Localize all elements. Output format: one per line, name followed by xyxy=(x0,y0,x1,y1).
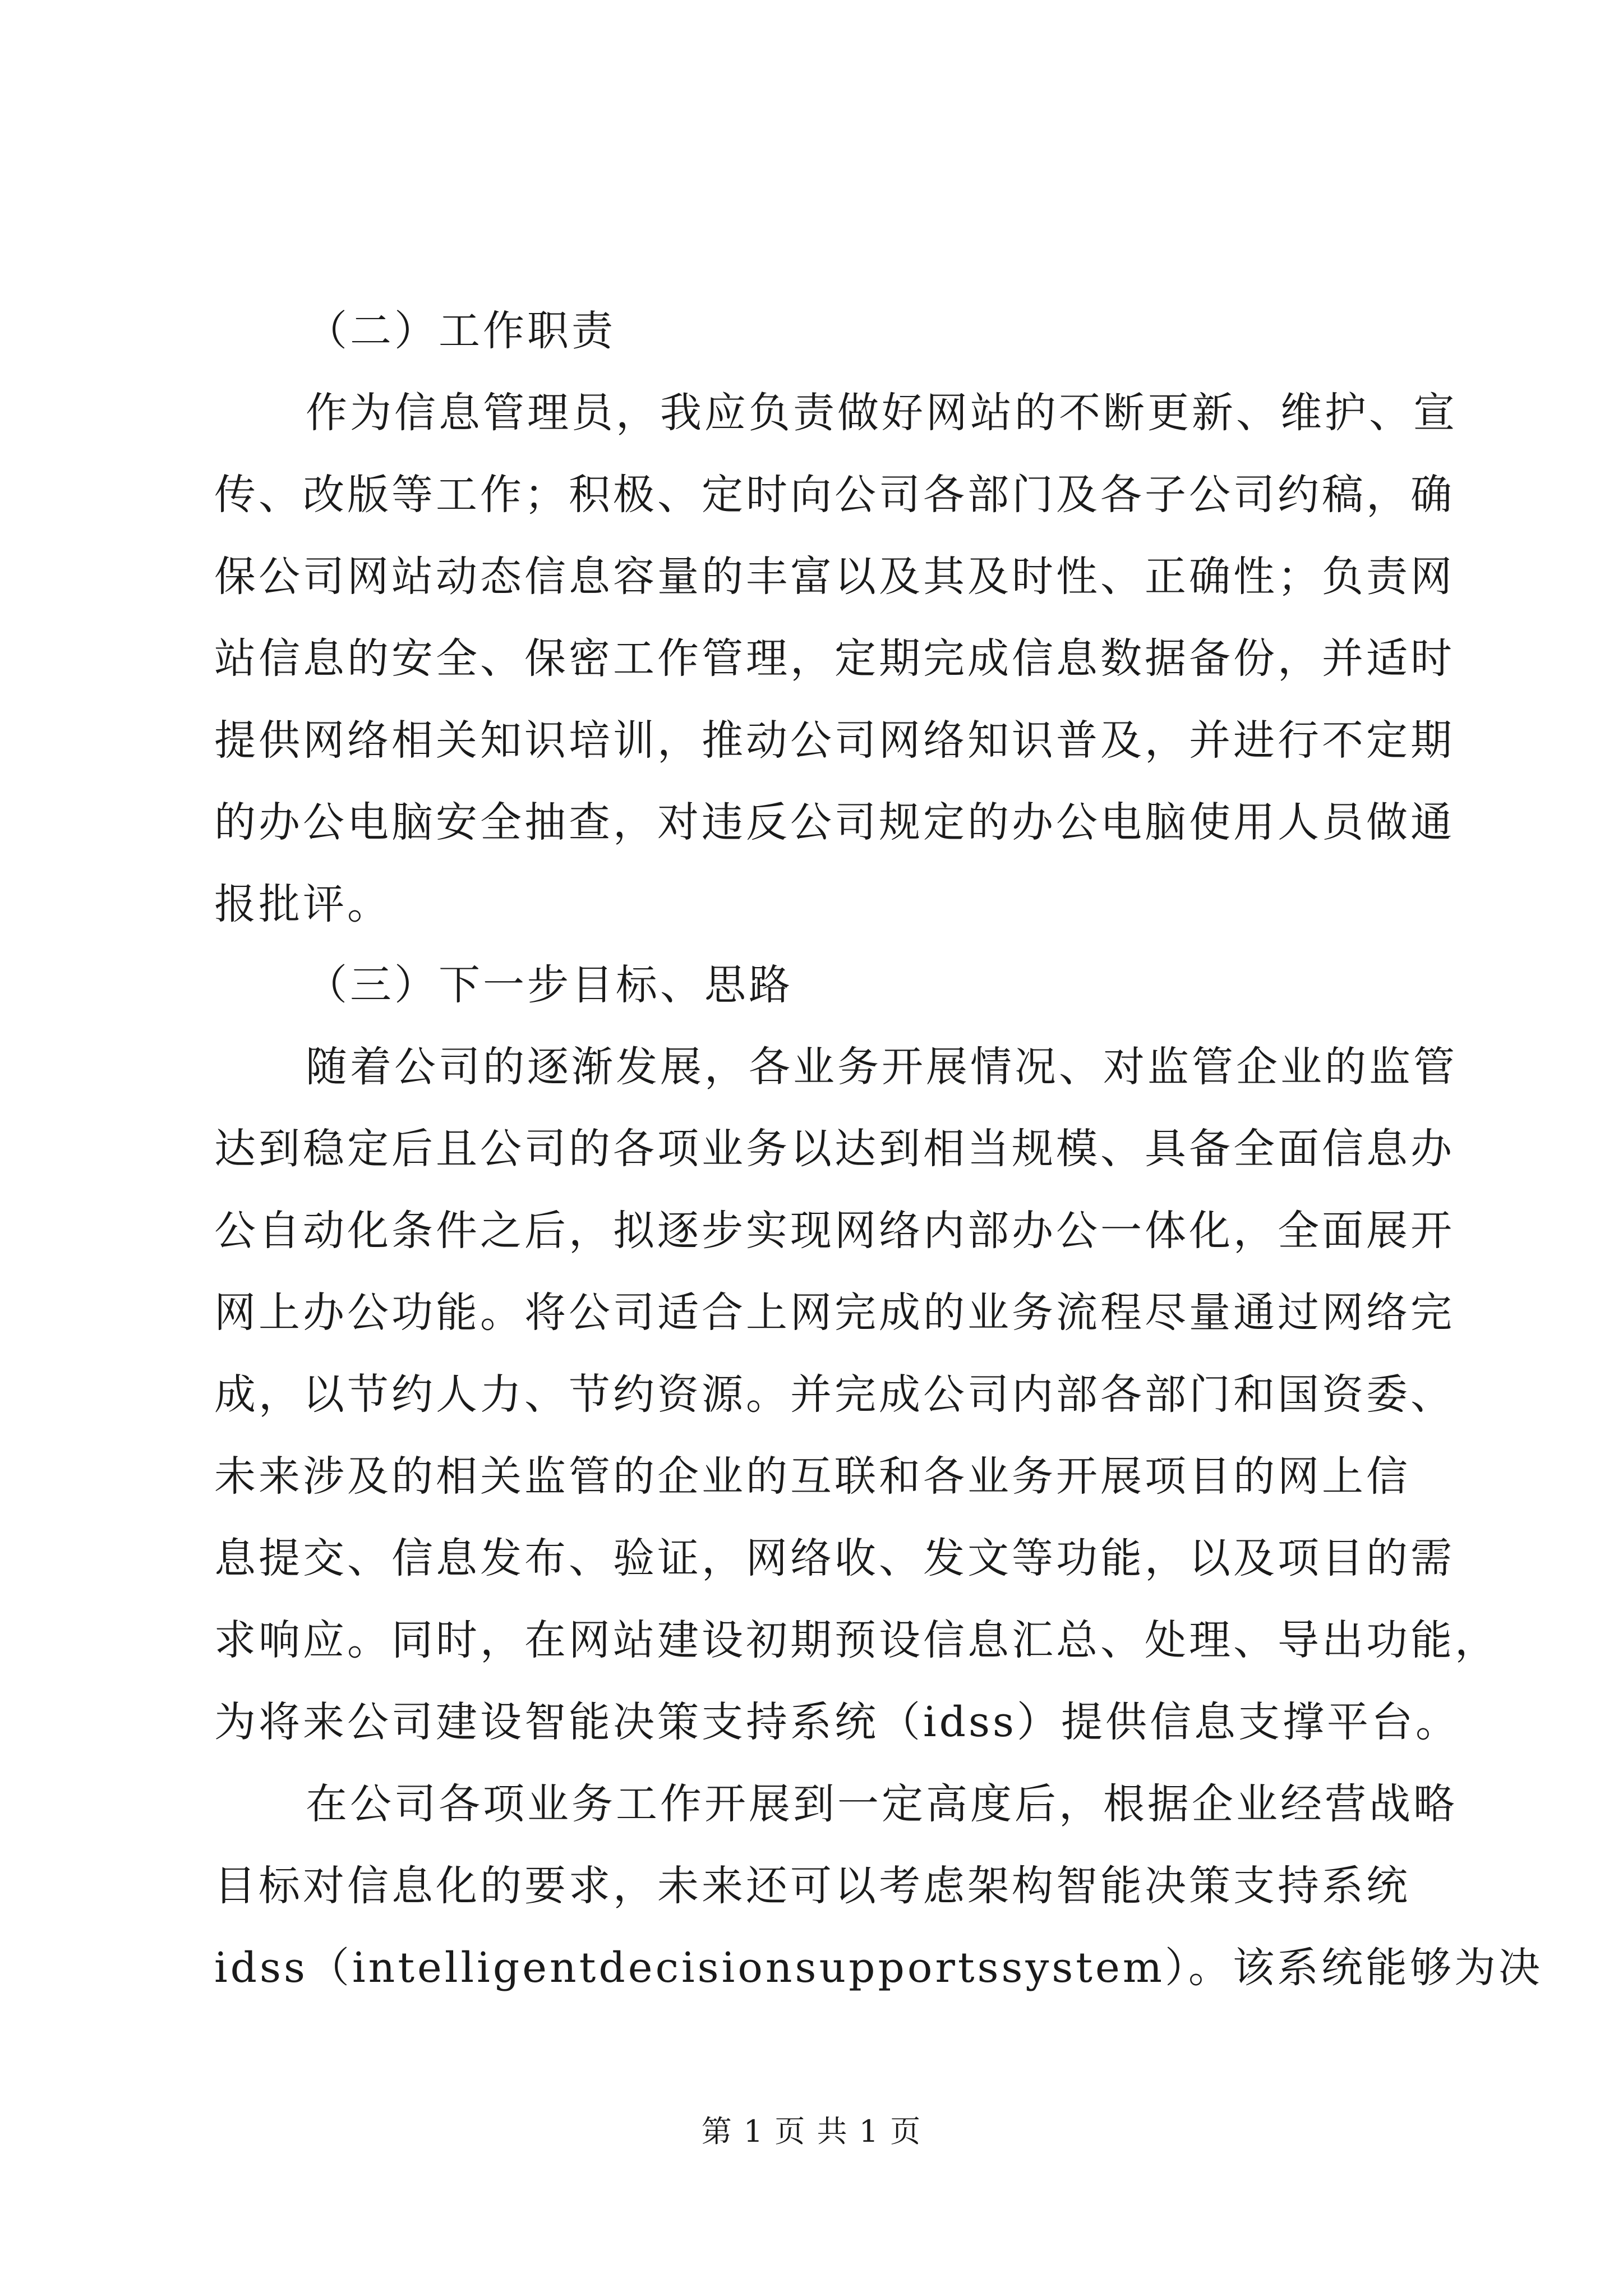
paragraph-line: idss（intelligentdecisionsupportssystem）。该系统能够为决 xyxy=(214,1944,1543,1992)
paragraph-line: 目标对信息化的要求，未来还可以考虑架构智能决策支持系统 xyxy=(214,1862,1410,1910)
paragraph-line: 达到稳定后且公司的各项业务以达到相当规模、具备全面信息办 xyxy=(214,1125,1455,1173)
paragraph-line: 未来涉及的相关监管的企业的互联和各业务开展项目的网上信 xyxy=(214,1452,1410,1501)
paragraph-line: 提供网络相关知识培训，推动公司网络知识普及，并进行不定期 xyxy=(214,716,1455,765)
paragraph-line: 息提交、信息发布、验证，网络收、发文等功能，以及项目的需 xyxy=(214,1534,1455,1582)
paragraph-line: 为将来公司建设智能决策支持系统（idss）提供信息支撑平台。 xyxy=(214,1698,1460,1746)
paragraph-line: 成，以节约人力、节约资源。并完成公司内部各部门和国资委、 xyxy=(214,1370,1455,1419)
paragraph-line: 随着公司的逐渐发展，各业务开展情况、对监管企业的监管 xyxy=(306,1043,1458,1091)
page-number-footer: 第 1 页 共 1 页 xyxy=(701,2114,922,2149)
paragraph-line: 网上办公功能。将公司适合上网完成的业务流程尽量通过网络完 xyxy=(214,1289,1455,1337)
paragraph-line: 求响应。同时，在网站建设初期预设信息汇总、处理、导出功能， xyxy=(214,1616,1499,1664)
paragraph-line: 传、改版等工作；积极、定时向公司各部门及各子公司约稿，确 xyxy=(214,471,1455,519)
section-heading-next-steps: （三）下一步目标、思路 xyxy=(306,961,793,1009)
paragraph-line: 在公司各项业务工作开展到一定高度后，根据企业经营战略 xyxy=(306,1780,1458,1828)
paragraph-line: 的办公电脑安全抽查，对违反公司规定的办公电脑使用人员做通 xyxy=(214,798,1455,846)
section-heading-responsibilities: （二）工作职责 xyxy=(306,307,616,355)
paragraph-line: 保公司网站动态信息容量的丰富以及其及时性、正确性；负责网 xyxy=(214,553,1455,601)
paragraph-line: 报批评。 xyxy=(214,880,391,928)
paragraph-line: 站信息的安全、保密工作管理，定期完成信息数据备份，并适时 xyxy=(214,634,1455,683)
paragraph-line: 作为信息管理员，我应负责做好网站的不断更新、维护、宣 xyxy=(306,389,1458,437)
paragraph-line: 公自动化条件之后，拟逐步实现网络内部办公一体化，全面展开 xyxy=(214,1207,1455,1255)
